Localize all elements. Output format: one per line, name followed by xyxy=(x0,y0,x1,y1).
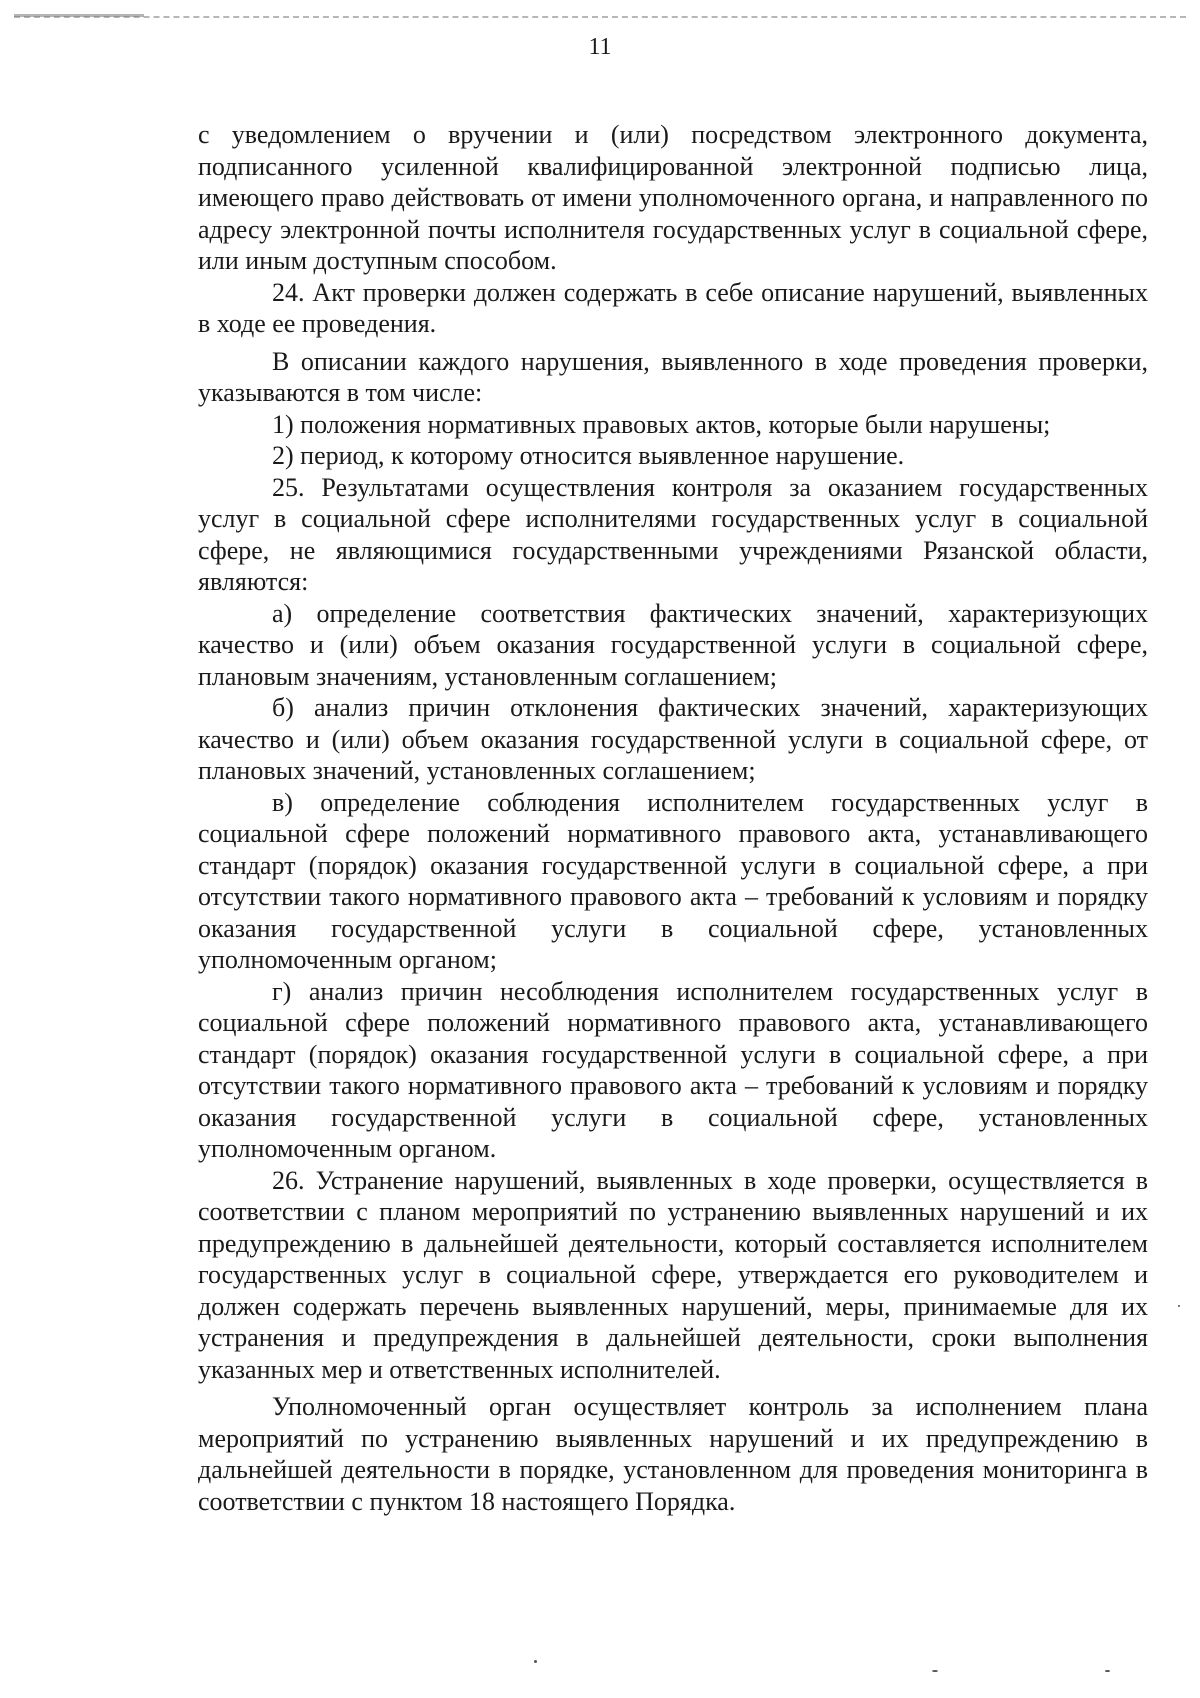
paragraph-continuation: с уведомлением о вручении и (или) посредством электронного документа, подписанного усиленной квалифицированной электронной подписью лица, имеющего право действовать от имени уполномоченного органа, и направленного по адресу электронной почты исполнителя государственных услуг в социальной сфере, или иным доступным способом. xyxy=(198,120,1148,275)
scan-top-edge-mark xyxy=(14,14,144,17)
list-item-2: 2) период, к которому относится выявленное нарушение. xyxy=(272,441,905,470)
scan-speck xyxy=(1105,1670,1110,1672)
scan-top-edge xyxy=(14,16,1186,18)
paragraph-item-25: 25. Результатами осуществления контроля за оказанием государственных услуг в социальной сфере исполнителями государственных услуг в социальной сфере, не являющимися государственными учреждениями Рязанской области, являются: xyxy=(198,472,1148,596)
list-item-v: в) определение соблюдения исполнителем государственных услуг в социальной сфере положений нормативного правового акта, устанавливающего стандарт (порядок) оказания государственной услуги в социальной сфере, а при отсутствии такого нормативного правового акта – требований к условиям и порядку оказания государственной услуги в социальной сфере, установленных уполномоченным органом; xyxy=(198,787,1148,974)
paragraph-item-26: 26. Устранение нарушений, выявленных в ходе проверки, осуществляется в соответствии с планом мероприятий по устранению выявленных нарушений и их предупреждению в дальнейшей деятельности, который составляется исполнителем государственных услуг в социальной сфере, утверждается его руководителем и должен содержать перечень выявленных нарушений, меры, принимаемые для их устранения и предупреждения в дальнейшей деятельности, сроки выполнения указанных мер и ответственных исполнителей. xyxy=(198,1165,1148,1384)
scan-speck xyxy=(932,1670,938,1672)
list-item-g: г) анализ причин несоблюдения исполнителем государственных услуг в социальной сфере положений нормативного правового акта, устанавливающего стандарт (порядок) оказания государственной услуги в социальной сфере, а при отсутствии такого нормативного правового акта – требований к условиям и порядку оказания государственной услуги в социальной сфере, установленных уполномоченным органом. xyxy=(198,976,1148,1163)
scan-speck xyxy=(1178,1305,1180,1307)
document-body xyxy=(198,119,1148,1517)
list-item-a: а) определение соответствия фактических значений, характеризующих качество и (или) объем оказания государственной услуги в социальной сфере, плановым значениям, установленным соглашением; xyxy=(198,598,1148,691)
page-number: 11 xyxy=(588,34,612,60)
paragraph-item-24: 24. Акт проверки должен содержать в себе описание нарушений, выявленных в ходе ее проведения. xyxy=(198,277,1148,338)
paragraph-plan-control: Уполномоченный орган осуществляет контроль за исполнением плана мероприятий по устранению выявленных нарушений и их предупреждению в дальнейшей деятельности в порядке, установленном для проведения мониторинга в соответствии с пунктом 18 настоящего Порядка. xyxy=(198,1392,1148,1516)
list-item-1: 1) положения нормативных правовых актов, которые были нарушены; xyxy=(272,409,1051,439)
paragraph-violation-description: В описании каждого нарушения, выявленного в ходе проведения проверки, указываются в том числе: xyxy=(198,346,1148,407)
scan-speck xyxy=(534,1660,537,1663)
list-item-b: б) анализ причин отклонения фактических значений, характеризующих качество и (или) объем оказания государственной услуги в социальной сфере, от плановых значений, установленных соглашением; xyxy=(198,693,1148,785)
